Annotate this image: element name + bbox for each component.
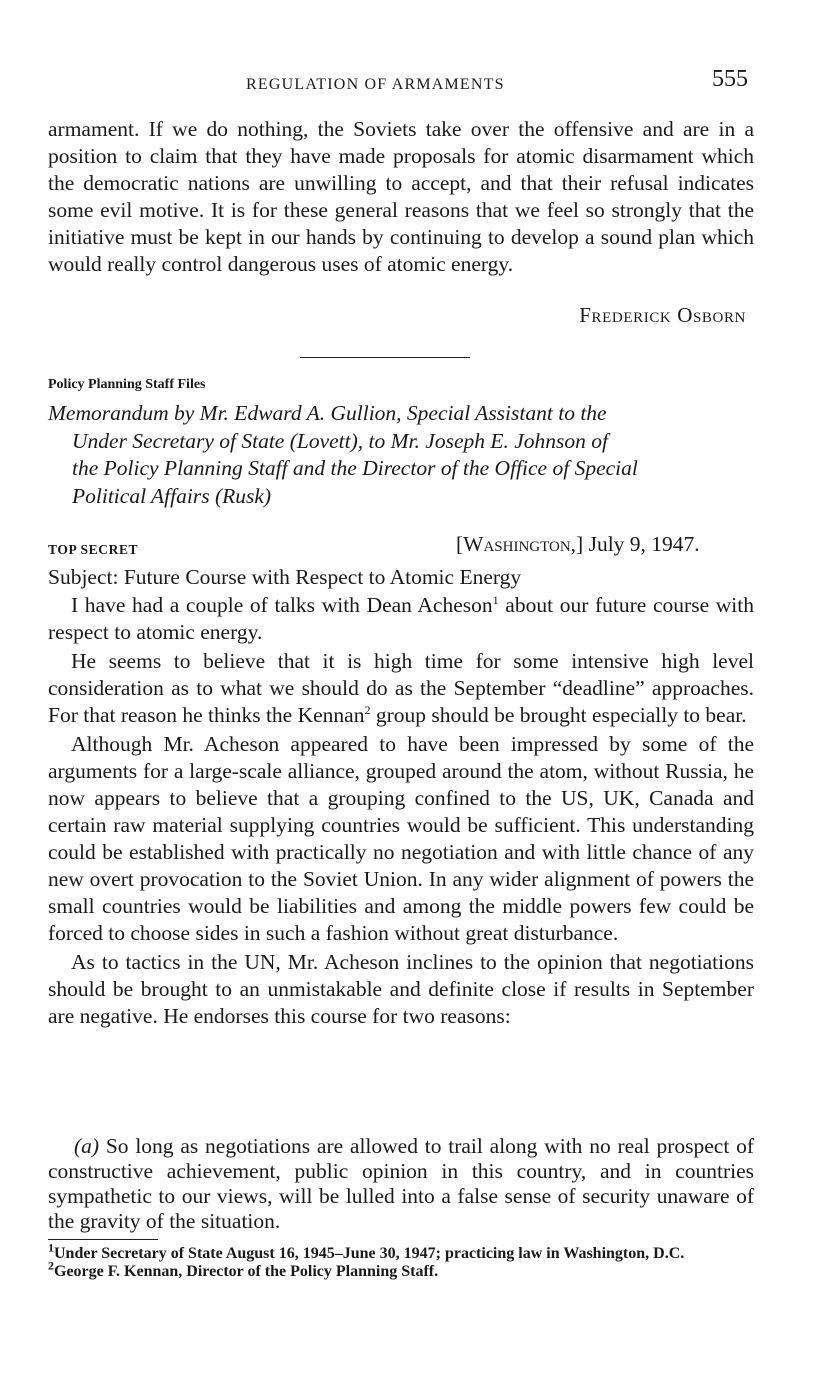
source-line: Policy Planning Staff Files — [48, 377, 206, 392]
paragraph: Although Mr. Acheson appeared to have been impressed by some of the arguments for a large-scale alliance, grouped around the atom, without Russia, he now appears to believe that a grouping confined to the US, UK, Canada and certain raw material supplying countries would be sufficient. This understanding could be established with practically no negotiation and with little chance of any new overt provocation to the Soviet Union. In any wider alignment of powers the small countries would be liabilities and among the middle powers few could be forced to choose sides in such a fashion without great disturbance. — [48, 732, 754, 945]
subparagraph-label: (a) — [74, 1134, 100, 1158]
footnote: $^1$Under Secretary of State August 16, 1945–June 30, 1947; practicing law in Washington, D.C. — [48, 1240, 685, 1262]
title-line: Memorandum by Mr. Edward A. Gullion, Special Assistant to the — [48, 401, 607, 425]
section-divider — [300, 357, 470, 358]
title-line: the Policy Planning Staff and the Director of the Office of Special — [72, 456, 638, 480]
document-title — [48, 400, 758, 510]
continuation-paragraph: armament. If we do nothing, the Soviets take over the offensive and are in a position to claim that they have made proposals for atomic disarmament which the democratic nations are unwilling to accept, and that their refusal indicates some evil motive. It is for these general reasons that we feel so strongly that the initiative must be kept in our hands by continuing to develop a sound plan which would really control dangerous uses of atomic energy. — [48, 117, 754, 276]
footnotes — [48, 1240, 754, 1281]
signature: Frederick Osborn — [579, 303, 746, 327]
paragraph: As to tactics in the UN, Mr. Acheson inclines to the opinion that negotiations should be brought to an unmistakable and definite close if results in September are negative. He endorses this course for two reasons: — [48, 950, 754, 1028]
paragraph: He seems to believe that it is high time for some intensive high level consideration as to what we should do as the September “deadline” approaches. For that reason he thinks the Kennan$^2$ group should be brought especially to bear. — [48, 649, 754, 727]
running-head: REGULATION OF ARMAMENTS — [246, 76, 505, 93]
footnote-divider — [48, 1239, 158, 1240]
footnote-ref: 2 — [364, 702, 371, 717]
title-line: Political Affairs (Rusk) — [72, 483, 272, 508]
title-line: Under Secretary of State (Lovett), to Mr. Joseph E. Johnson of — [72, 428, 608, 453]
page-number: 555 — [712, 66, 748, 92]
memo-body — [48, 592, 754, 1032]
dateline-date: July 9, 1947. — [588, 532, 700, 556]
subparagraph-a: (a) So long as negotiations are allowed to trail along with no real prospect of constructive achievement, public opinion in this country, and in countries sympathetic to our views, will be lulled into a false sense of security unaware of the gravity of the situation. — [48, 1134, 754, 1233]
footnote-ref: 1 — [492, 592, 499, 607]
footnote: $^2$George F. Kennan, Director of the Policy Planning Staff. — [48, 1258, 439, 1280]
paragraph: I have had a couple of talks with Dean Acheson$^1$ about our future course with respect to atomic energy. — [48, 592, 754, 644]
classification: TOP SECRET — [48, 542, 139, 557]
dateline — [456, 532, 700, 557]
subject-line: Subject: Future Course with Respect to Atomic Energy — [48, 565, 522, 589]
dateline-place: [Washington,] — [456, 532, 584, 556]
